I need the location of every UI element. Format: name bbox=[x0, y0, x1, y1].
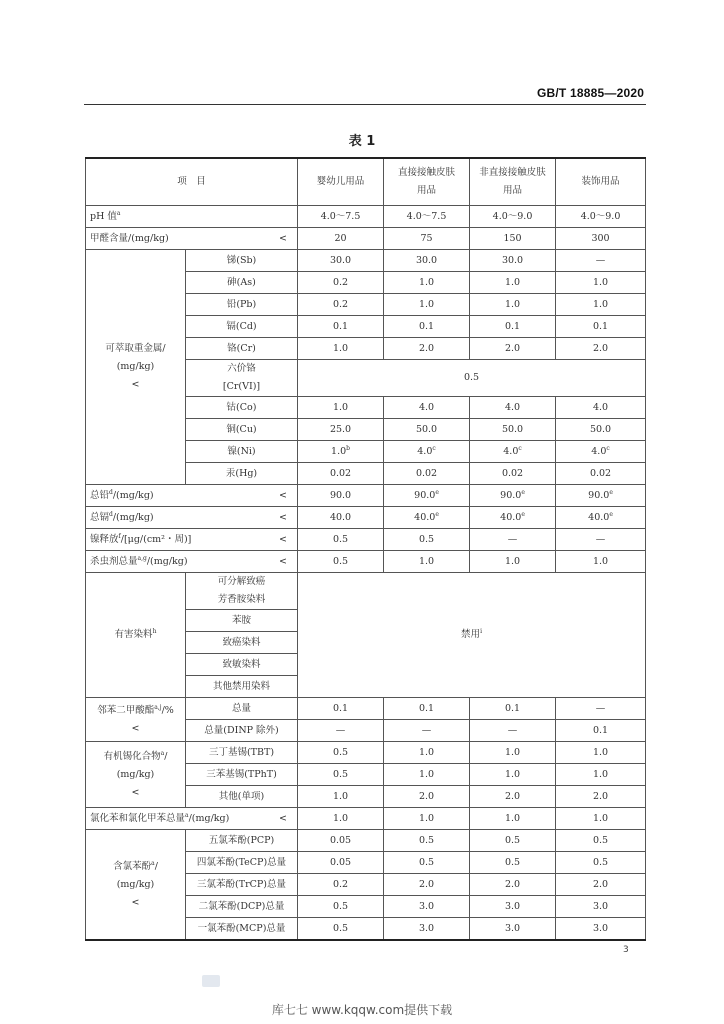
value-cell: 1.0 bbox=[556, 764, 646, 786]
value-cell: 50.0 bbox=[556, 419, 646, 441]
value-cell: 1.0 bbox=[384, 764, 470, 786]
value-cell: 3.0 bbox=[384, 918, 470, 941]
sub-item-label: 一氯苯酚(MCP)总量 bbox=[186, 918, 298, 941]
value-cell: 0.5 bbox=[298, 742, 384, 764]
table-row bbox=[86, 507, 646, 529]
table-row bbox=[86, 698, 646, 720]
group-label-chlorophenols: 含氯苯酚$^a$/ (mg/kg) < bbox=[86, 830, 186, 941]
value-cell: 4.0$^c$ bbox=[556, 441, 646, 463]
value-cell: 2.0 bbox=[470, 786, 556, 808]
value-cell: — bbox=[556, 250, 646, 272]
sub-item-label: 铅(Pb) bbox=[186, 294, 298, 316]
col-header-infant: 婴幼儿用品 bbox=[298, 158, 384, 206]
value-cell: 1.0 bbox=[556, 742, 646, 764]
value-cell: 1.0 bbox=[470, 294, 556, 316]
value-cell: 1.0 bbox=[556, 294, 646, 316]
value-cell: 300 bbox=[556, 228, 646, 250]
value-cell: — bbox=[298, 720, 384, 742]
row-label-total-lead: 总铅$^d$/(mg/kg) < bbox=[86, 485, 298, 507]
value-cell: 40.0e bbox=[384, 507, 470, 529]
sub-item-label: 五氯苯酚(PCP) bbox=[186, 830, 298, 852]
value-cell: 50.0 bbox=[470, 419, 556, 441]
value-cell: 1.0 bbox=[470, 764, 556, 786]
value-cell: 0.1 bbox=[298, 316, 384, 338]
value-cell: 1.0 bbox=[470, 272, 556, 294]
table-row bbox=[86, 830, 646, 852]
value-cell: 30.0 bbox=[470, 250, 556, 272]
sub-item-label: 二氯苯酚(DCP)总量 bbox=[186, 896, 298, 918]
value-cell: 1.0 bbox=[556, 551, 646, 573]
value-cell: 1.0$^b$ bbox=[298, 441, 384, 463]
value-cell: 1.0 bbox=[298, 786, 384, 808]
sub-item-label: 铬(Cr) bbox=[186, 338, 298, 360]
value-cell: 50.0 bbox=[384, 419, 470, 441]
sub-item-label: 镉(Cd) bbox=[186, 316, 298, 338]
value-cell: 0.5 bbox=[298, 918, 384, 941]
value-cell: — bbox=[470, 720, 556, 742]
sub-item-label: 三氯苯酚(TrCP)总量 bbox=[186, 874, 298, 896]
value-cell: 0.1 bbox=[384, 316, 470, 338]
download-watermark: 库七七 www.kqqw.com提供下载 bbox=[271, 1003, 453, 1017]
group-label-organotin: 有机锡化合物$^a$/ (mg/kg) < bbox=[86, 742, 186, 808]
value-cell: 2.0 bbox=[556, 786, 646, 808]
value-cell: 3.0 bbox=[556, 896, 646, 918]
row-label-total-cadmium: 总镉$^d$/(mg/kg) < bbox=[86, 507, 298, 529]
col-header-indirect-line1: 非直接接触皮肤 bbox=[479, 167, 546, 178]
value-cell: 1.0 bbox=[556, 808, 646, 830]
value-cell: 0.5 bbox=[298, 551, 384, 573]
value-cell: 0.1 bbox=[384, 698, 470, 720]
value-cell: 75 bbox=[384, 228, 470, 250]
value-cell: 4.0$^c$ bbox=[384, 441, 470, 463]
sub-item-label: 总量 bbox=[186, 698, 298, 720]
value-cell: 0.1 bbox=[556, 316, 646, 338]
col-header-item: 项 目 bbox=[86, 158, 298, 206]
sub-item-label: 汞(Hg) bbox=[186, 463, 298, 485]
value-cell: 0.5 bbox=[556, 852, 646, 874]
value-cell: 0.2 bbox=[298, 272, 384, 294]
table-row bbox=[86, 551, 646, 573]
value-cell: 2.0 bbox=[384, 338, 470, 360]
value-cell: 2.0 bbox=[470, 874, 556, 896]
value-cell: 0.5 bbox=[298, 896, 384, 918]
value-cell: 0.2 bbox=[298, 294, 384, 316]
col-header-direct-line2: 用品 bbox=[417, 185, 437, 196]
row-label-nickel-release: 镍释放$^f$/[μg/(cm²・周)] < bbox=[86, 529, 298, 551]
value-cell: 1.0 bbox=[384, 808, 470, 830]
value-cell: 1.0 bbox=[384, 272, 470, 294]
value-cell: 4.0 bbox=[556, 397, 646, 419]
value-cell: 4.0～9.0 bbox=[556, 206, 646, 228]
value-cell: 3.0 bbox=[470, 918, 556, 941]
table-row bbox=[86, 250, 646, 272]
value-cell: 1.0 bbox=[470, 551, 556, 573]
value-cell: 90.0e bbox=[384, 485, 470, 507]
value-cell: 4.0 bbox=[384, 397, 470, 419]
value-cell: 0.5 bbox=[470, 852, 556, 874]
value-cell: 40.0 bbox=[298, 507, 384, 529]
sub-item-label: 致癌染料 bbox=[186, 632, 298, 654]
sub-item-label: 钴(Co) bbox=[186, 397, 298, 419]
value-cell: 3.0 bbox=[556, 918, 646, 941]
col-header-direct-line1: 直接接触皮肤 bbox=[398, 167, 456, 178]
value-cell: 30.0 bbox=[384, 250, 470, 272]
sub-item-label: 致敏染料 bbox=[186, 654, 298, 676]
value-cell: 4.0 bbox=[470, 397, 556, 419]
value-cell: 1.0 bbox=[384, 294, 470, 316]
value-cell: 90.0 bbox=[298, 485, 384, 507]
value-cell: — bbox=[556, 698, 646, 720]
value-cell: 0.1 bbox=[470, 698, 556, 720]
merged-value-cell: 0.5 bbox=[298, 360, 646, 397]
standard-code: GB/T 18885—2020 bbox=[537, 86, 645, 100]
col-header-indirect-line2: 用品 bbox=[503, 185, 523, 196]
value-cell: 0.5 bbox=[470, 830, 556, 852]
table-row bbox=[86, 529, 646, 551]
value-cell: 90.0e bbox=[470, 485, 556, 507]
value-cell: 3.0 bbox=[470, 896, 556, 918]
sub-item-label: 锑(Sb) bbox=[186, 250, 298, 272]
value-cell: 2.0 bbox=[556, 338, 646, 360]
value-cell: 1.0 bbox=[298, 397, 384, 419]
sub-item-label: 其他禁用染料 bbox=[186, 676, 298, 698]
sub-item-label: 其他(单项) bbox=[186, 786, 298, 808]
value-cell: 150 bbox=[470, 228, 556, 250]
value-cell: 40.0e bbox=[470, 507, 556, 529]
group-label-phthalates: 邻苯二甲酸酯$^{a,j}$/% < bbox=[86, 698, 186, 742]
value-cell: 0.5 bbox=[384, 852, 470, 874]
value-cell: 0.05 bbox=[298, 830, 384, 852]
value-cell: — bbox=[470, 529, 556, 551]
value-cell: 90.0e bbox=[556, 485, 646, 507]
value-cell: 1.0 bbox=[298, 338, 384, 360]
value-cell: 4.0～9.0 bbox=[470, 206, 556, 228]
watermark-logo-icon bbox=[202, 975, 220, 987]
value-cell: 1.0 bbox=[384, 551, 470, 573]
value-cell: 4.0～7.5 bbox=[298, 206, 384, 228]
value-cell: 0.5 bbox=[298, 529, 384, 551]
value-cell: 0.02 bbox=[556, 463, 646, 485]
value-cell: 3.0 bbox=[384, 896, 470, 918]
value-cell: 0.5 bbox=[384, 830, 470, 852]
header-rule bbox=[84, 104, 646, 105]
table-row bbox=[86, 742, 646, 764]
page-number: 3 bbox=[623, 945, 629, 955]
table-title: 表 1 bbox=[348, 134, 376, 149]
table-row bbox=[86, 808, 646, 830]
value-cell: 2.0 bbox=[384, 874, 470, 896]
table-row bbox=[86, 485, 646, 507]
limits-table bbox=[85, 157, 646, 941]
table-row bbox=[86, 206, 646, 228]
value-cell: 0.02 bbox=[298, 463, 384, 485]
sub-item-label: 三丁基锡(TBT) bbox=[186, 742, 298, 764]
sub-item-label: 砷(As) bbox=[186, 272, 298, 294]
table-row bbox=[86, 573, 646, 610]
value-cell: 1.0 bbox=[470, 808, 556, 830]
value-cell: 0.02 bbox=[470, 463, 556, 485]
value-cell: 0.1 bbox=[556, 720, 646, 742]
value-cell: 0.2 bbox=[298, 874, 384, 896]
value-cell: 2.0 bbox=[384, 786, 470, 808]
sub-item-label: 可分解致癌 芳香胺染料 bbox=[186, 573, 298, 610]
row-label-chlorobenzenes: 氯化苯和氯化甲苯总量$^a$/(mg/kg) < bbox=[86, 808, 298, 830]
sub-item-label: 苯胺 bbox=[186, 610, 298, 632]
value-cell: 0.5 bbox=[298, 764, 384, 786]
sub-item-label: 六价铬 [Cr(VI)] bbox=[186, 360, 298, 397]
col-header-direct bbox=[384, 158, 470, 206]
sub-item-label: 三苯基锡(TPhT) bbox=[186, 764, 298, 786]
value-cell: 2.0 bbox=[556, 874, 646, 896]
value-cell: 0.5 bbox=[384, 529, 470, 551]
merged-value-cell: 禁用$^i$ bbox=[298, 573, 646, 698]
value-cell: 0.5 bbox=[556, 830, 646, 852]
sub-item-label: 四氯苯酚(TeCP)总量 bbox=[186, 852, 298, 874]
row-label-ph: pH 值$^a$ bbox=[86, 206, 298, 228]
table-row bbox=[86, 228, 646, 250]
group-label-harmful-dyes: 有害染料$^h$ bbox=[86, 573, 186, 698]
value-cell: 0.02 bbox=[384, 463, 470, 485]
value-cell: 0.1 bbox=[298, 698, 384, 720]
value-cell: 40.0e bbox=[556, 507, 646, 529]
value-cell: 2.0 bbox=[470, 338, 556, 360]
sub-item-label: 铜(Cu) bbox=[186, 419, 298, 441]
value-cell: 4.0$^c$ bbox=[470, 441, 556, 463]
sub-item-label: 总量(DINP 除外) bbox=[186, 720, 298, 742]
value-cell: 0.05 bbox=[298, 852, 384, 874]
value-cell: 1.0 bbox=[384, 742, 470, 764]
col-header-indirect bbox=[470, 158, 556, 206]
value-cell: 25.0 bbox=[298, 419, 384, 441]
value-cell: 0.1 bbox=[470, 316, 556, 338]
value-cell: 1.0 bbox=[470, 742, 556, 764]
value-cell: 1.0 bbox=[556, 272, 646, 294]
value-cell: 1.0 bbox=[298, 808, 384, 830]
value-cell: 30.0 bbox=[298, 250, 384, 272]
value-cell: 20 bbox=[298, 228, 384, 250]
group-label-heavy-metals: 可萃取重金属/ (mg/kg) < bbox=[86, 250, 186, 485]
col-header-deco: 装饰用品 bbox=[556, 158, 646, 206]
sub-item-label: 镍(Ni) bbox=[186, 441, 298, 463]
value-cell: — bbox=[384, 720, 470, 742]
row-label-pesticides: 杀虫剂总量$^{a,g}$/(mg/kg) < bbox=[86, 551, 298, 573]
row-label-formaldehyde: 甲醛含量/(mg/kg) < bbox=[86, 228, 298, 250]
table-header-row bbox=[86, 158, 646, 206]
value-cell: 4.0～7.5 bbox=[384, 206, 470, 228]
value-cell: — bbox=[556, 529, 646, 551]
